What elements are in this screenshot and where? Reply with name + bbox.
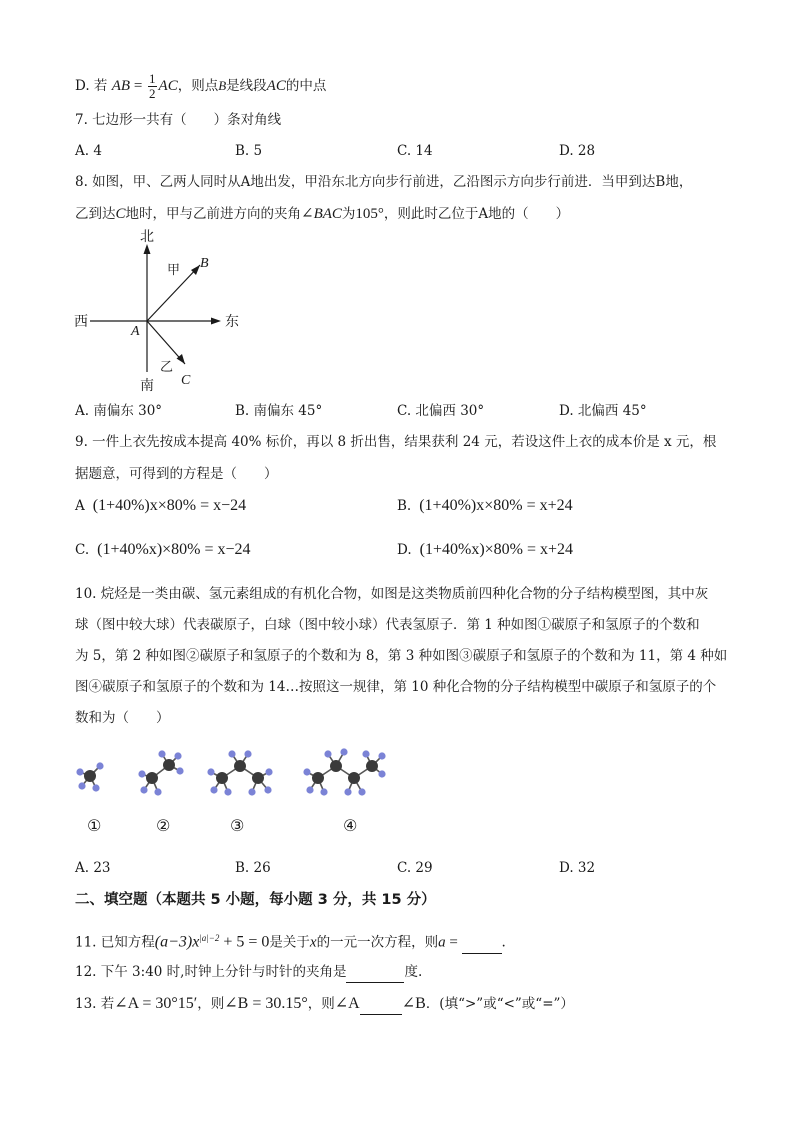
q8-label-b: B	[200, 256, 209, 271]
q7-option-b: B. 5	[235, 143, 263, 159]
q10-option-a: A. 23	[75, 860, 111, 876]
q8-label-east: 东	[225, 314, 239, 330]
q6-d-mid2: 是线段	[226, 78, 267, 94]
q11-expr2: + 5 = 0	[219, 933, 270, 951]
q10-line-4: 图④碳原子和氢原子的个数和为 14…按照这一规律，第 10 种化合物的分子结构模型中碳原子和氢原子的个	[75, 679, 717, 695]
q6-d-label: D. 若	[75, 78, 108, 94]
q11-var2: a	[438, 934, 446, 951]
q9-option-d-expr: (1+40%x)×80% = x+24	[419, 541, 574, 558]
q13-mid: ，则	[197, 996, 225, 1012]
q8-point-c: C	[115, 206, 126, 222]
q7-option-a: A. 4	[75, 143, 102, 159]
q8-label-south: 南	[140, 378, 154, 394]
q9-option-b-label: B.	[397, 498, 412, 514]
q8-option-c: C. 北偏西 30°	[397, 403, 485, 419]
q8-label-yi: 乙	[160, 360, 174, 375]
q6-d-fraction	[148, 72, 157, 101]
q10-molecule-figure	[66, 738, 386, 840]
q11-exponent: |a|−2	[199, 933, 220, 943]
q9-option-c	[75, 540, 251, 560]
q9-option-b-expr: (1+40%)x×80% = x+24	[419, 497, 573, 514]
q11-eq: =	[445, 934, 462, 951]
q10-line-1: 10. 烷烃是一类由碳、氢元素组成的有机化合物，如图是这类物质前四种化合物的分子结构模型图，其中灰	[75, 586, 709, 602]
molecule-1	[76, 762, 103, 791]
q10-line-2: 球（图中较大球）代表碳原子，白球（图中较小球）代表氢原子．第 1 种如图①碳原子和氢原子的个数和	[75, 617, 700, 633]
q7-option-c: C. 14	[397, 143, 433, 159]
q6-d-end: 的中点	[285, 78, 327, 94]
q13-answer-blank[interactable]	[360, 994, 402, 1015]
q13-angle-a: ∠A	[334, 995, 360, 1012]
q10-line-5: 数和为（ ）	[75, 710, 170, 726]
q8-label-west: 西	[74, 314, 88, 330]
q13-a-expr: ∠A = 30°15′	[114, 995, 198, 1012]
q9-option-a	[75, 496, 246, 516]
q11-prefix: 11. 已知方程	[75, 934, 155, 951]
q10-line-3: 为 5，第 2 种如图②碳原子和氢原子的个数和为 8，第 3 种如图③碳原子和氢原子的个数和为 11，第 4 种如	[75, 648, 728, 664]
q11-mid: 是关于	[269, 934, 310, 951]
q8-label-north: 北	[140, 229, 154, 245]
q8-label-c: C	[181, 373, 191, 388]
north-arrow-icon	[144, 244, 151, 254]
q8-stem-line1: 8. 如图，甲、乙两人同时从A地出发，甲沿东北方向步行前进，乙沿图示方向步行前进．当甲到达B地，	[75, 174, 693, 190]
q13-angle-b: ∠B	[401, 995, 426, 1012]
q8-stem-text-e: ，则此时乙位于A地的（ ）	[383, 206, 570, 222]
q13-end: ．(填“>”或“<”或“=”）	[425, 996, 574, 1012]
q8-direction-figure	[60, 222, 260, 394]
q8-stem-text-d: 为	[341, 206, 356, 222]
q7-stem: 7. 七边形一共有（ ）条对角线	[75, 112, 282, 128]
q10-option-c: C. 29	[397, 860, 433, 876]
q12-line	[75, 962, 422, 983]
section2-title: 二、填空题（本题共 5 小题，每小题 3 分，共 15 分）	[75, 892, 436, 908]
q6-d-seg: AC	[266, 78, 286, 94]
q6-d-mid: ，则点	[177, 78, 219, 94]
q6-option-d	[75, 72, 326, 101]
q8-label-jia: 甲	[167, 263, 181, 278]
q8-stem-line2	[75, 204, 569, 224]
q8-option-b: B. 南偏东 45°	[235, 403, 323, 419]
q9-option-d	[397, 540, 573, 560]
q8-label-origin: A	[131, 324, 140, 339]
q6-d-point: B	[218, 78, 227, 93]
q9-option-c-label: C.	[75, 542, 90, 558]
molecule-3	[207, 750, 272, 795]
q11-mid2: 的一元一次方程，则	[316, 934, 439, 951]
q9-option-a-expr: (1+40%)x×80% = x−24	[92, 497, 247, 514]
q12-end: 度.	[404, 964, 423, 980]
q10-figure-label-4: ④	[343, 816, 358, 835]
q10-option-b: B. 26	[235, 860, 271, 876]
molecule-4	[303, 748, 385, 795]
q11-var: x	[309, 934, 317, 951]
q13-line	[75, 994, 574, 1015]
q8-stem-text-a: 乙到达	[75, 206, 116, 222]
q8-angle: ∠BAC	[301, 206, 342, 222]
q6-d-eq: =	[130, 78, 147, 94]
q11-line	[75, 928, 506, 954]
east-arrow-icon	[211, 318, 221, 325]
q11-answer-blank[interactable]	[462, 933, 502, 954]
q8-angle-value: 105°	[355, 206, 384, 222]
q6-d-rhs: AC	[158, 78, 178, 94]
q9-option-d-label: D.	[397, 542, 412, 558]
q11-end: .	[501, 934, 506, 951]
q10-option-d: D. 32	[559, 860, 596, 876]
q9-stem-line2: 据题意，可得到的方程是（ ）	[75, 466, 278, 482]
q13-mid2: ，则	[307, 996, 335, 1012]
q8-stem-text-b: 地时，甲与乙前进方向的夹角	[125, 206, 302, 222]
q7-option-d: D. 28	[559, 143, 596, 159]
q13-prefix: 13. 若	[75, 996, 115, 1012]
q9-option-c-expr: (1+40%x)×80% = x−24	[97, 541, 251, 558]
q13-b-expr: ∠B = 30.15°	[224, 995, 308, 1012]
molecule-2	[138, 750, 183, 795]
q9-stem-line1: 9. 一件上衣先按成本提高 40% 标价，再以 8 折出售，结果获利 24 元，若设这件上衣的成本价是 x 元，根	[75, 434, 717, 450]
q12-prefix: 12. 下午 3:40 时,时钟上分针与时针的夹角是	[75, 964, 347, 980]
q12-answer-blank[interactable]	[346, 962, 404, 983]
q11-expr: (a−3)x	[154, 933, 200, 951]
q8-option-a: A. 南偏东 30°	[75, 403, 163, 419]
q10-figure-label-3: ③	[230, 816, 245, 835]
q9-option-b	[397, 496, 573, 516]
q10-figure-label-2: ②	[156, 816, 171, 835]
q8-option-d: D. 北偏西 45°	[559, 403, 647, 419]
q6-d-lhs: AB	[111, 78, 131, 94]
q9-option-a-label: A	[75, 498, 85, 514]
q6-d-frac-num: 1	[149, 71, 156, 86]
q6-d-frac-den: 2	[149, 86, 156, 101]
q10-figure-label-1: ①	[87, 816, 102, 835]
